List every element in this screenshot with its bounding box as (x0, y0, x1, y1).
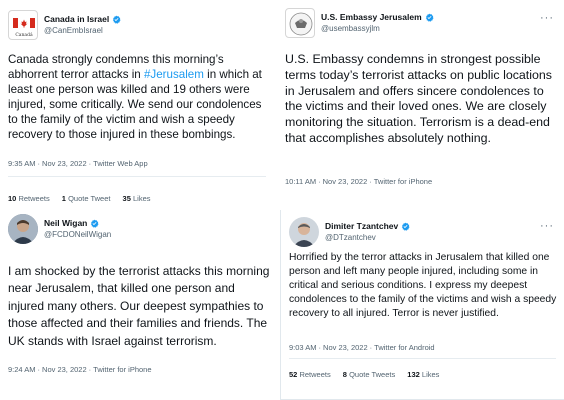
likes-count: 132 (407, 370, 420, 379)
retweets-label: Retweets (299, 370, 331, 379)
tweet-time[interactable]: 10:11 AM (285, 177, 317, 186)
quotes-count: 8 (342, 370, 347, 379)
tweet-us-embassy-jerusalem[interactable] (279, 0, 564, 205)
tweet-time[interactable]: 9:24 AM (8, 365, 36, 374)
avatar[interactable] (289, 217, 319, 247)
avatar-wordmark: Canadá (15, 33, 33, 38)
quotes-count: 1 (61, 194, 66, 203)
verified-badge-icon (401, 222, 410, 231)
tweet-canada-in-israel[interactable] (0, 0, 274, 210)
display-name-text[interactable]: Canada in Israel (44, 14, 110, 24)
tweet-timestamp[interactable] (8, 159, 148, 168)
avatar[interactable] (285, 8, 315, 38)
hashtag-link[interactable]: #Jerusalem (143, 68, 204, 81)
tweet-date[interactable]: Nov 23, 2022 (42, 159, 87, 168)
likes-stat[interactable] (123, 194, 151, 203)
separator: · (37, 365, 41, 374)
tweet-date[interactable]: Nov 23, 2022 (42, 365, 87, 374)
verified-badge-icon (112, 15, 121, 24)
more-icon[interactable]: ··· (540, 220, 554, 232)
likes-label: Likes (421, 370, 440, 379)
tweet-header (8, 8, 121, 42)
separator: · (37, 159, 41, 168)
tweet-text-part: in which at least one person was killed and 19 others were injured, some critically. We send our condolences to the family of the victim and wish a speedy recovery to those injured in these bombings. (8, 68, 262, 141)
engagement-stats (8, 194, 161, 203)
display-name[interactable] (44, 13, 121, 25)
avatar[interactable] (8, 214, 38, 244)
tweet-timestamp[interactable] (8, 365, 152, 374)
tweet-text: I am shocked by the terrorist attacks this morning near Jerusalem, that killed one person and injured many others. Our deepest sympathies to those affected and their families and friends. The UK stands with Israel against terrorism. (8, 264, 270, 348)
tweet-timestamp[interactable] (289, 343, 435, 352)
display-name[interactable] (44, 217, 111, 229)
retweets-count: 10 (8, 194, 17, 203)
quotes-label: Quote Tweets (349, 370, 396, 379)
retweets-count: 52 (289, 370, 298, 379)
tweet-time[interactable]: 9:03 AM (289, 343, 317, 352)
user-handle[interactable]: @DTzantchev (325, 233, 376, 242)
separator: · (318, 343, 322, 352)
tweet-header (289, 215, 410, 249)
likes-stat[interactable] (407, 370, 439, 379)
display-name-text[interactable]: U.S. Embassy Jerusalem (321, 12, 422, 22)
avatar[interactable] (8, 10, 38, 40)
verified-badge-icon (425, 13, 434, 22)
tweet-date[interactable]: Nov 23, 2022 (322, 177, 368, 186)
display-name-text[interactable]: Neil Wigan (44, 218, 88, 228)
display-name-text[interactable]: Dimiter Tzantchev (325, 221, 399, 231)
quotes-label: Quote Tweet (68, 194, 111, 203)
separator: · (88, 159, 92, 168)
display-name[interactable] (321, 11, 434, 23)
tweet-source[interactable]: Twitter for iPhone (373, 177, 433, 186)
separator: · (369, 343, 373, 352)
canada-flag-logo (9, 11, 38, 40)
user-handle[interactable]: @CanEmbIsrael (44, 26, 103, 35)
tweet-text-part: Canada strongly condemns this morning’s abhorrent terror attacks in (8, 53, 224, 81)
tweet-text: Horrified by the terror attacks in Jerusalem that killed one person and left many people injured, including some in critical and serious conditions. I express my deepest condolences to the family of the victims and wish a speedy recovery to all injured. Terror is never justified. (289, 252, 557, 320)
tweet-dimiter-tzantchev[interactable] (280, 210, 564, 400)
user-handle[interactable]: @FCDONeilWigan (44, 230, 112, 239)
tweet-date[interactable]: Nov 23, 2022 (323, 343, 368, 352)
tweet-header (285, 6, 434, 40)
retweets-label: Retweets (18, 194, 50, 203)
profile-photo (8, 214, 38, 244)
embassy-seal-logo (286, 9, 315, 38)
quote-tweets-stat[interactable] (62, 194, 111, 203)
more-icon[interactable]: ··· (540, 12, 554, 24)
engagement-stats (289, 370, 449, 379)
display-name[interactable] (325, 220, 410, 232)
tweet-timestamp[interactable] (285, 177, 432, 186)
separator: · (369, 177, 372, 186)
retweets-stat[interactable] (289, 370, 331, 379)
divider (8, 176, 266, 177)
tweet-source[interactable]: Twitter for Android (374, 343, 435, 352)
tweet-neil-wigan[interactable] (0, 208, 274, 400)
divider (289, 358, 556, 359)
retweets-stat[interactable] (8, 194, 50, 203)
tweet-text: U.S. Embassy condemns in strongest possible terms today’s terrorist attacks on public locations in Jerusalem and offers sincere condolences to the victims and their loved ones. We are closely monitoring the situation. Terrorism is a dead-end that accomplishes absolutely nothing. (285, 52, 552, 145)
user-handle[interactable]: @usembassyjlm (321, 24, 380, 33)
tweet-time[interactable]: 9:35 AM (8, 159, 36, 168)
verified-badge-icon (90, 219, 99, 228)
likes-count: 35 (122, 194, 131, 203)
separator: · (88, 365, 92, 374)
tweet-header (8, 212, 111, 246)
tweet-text (8, 52, 266, 142)
profile-photo (289, 217, 319, 247)
tweet-source[interactable]: Twitter for iPhone (93, 365, 152, 374)
likes-label: Likes (132, 194, 151, 203)
separator: · (318, 177, 321, 186)
quote-tweets-stat[interactable] (343, 370, 395, 379)
tweet-source[interactable]: Twitter Web App (93, 159, 148, 168)
